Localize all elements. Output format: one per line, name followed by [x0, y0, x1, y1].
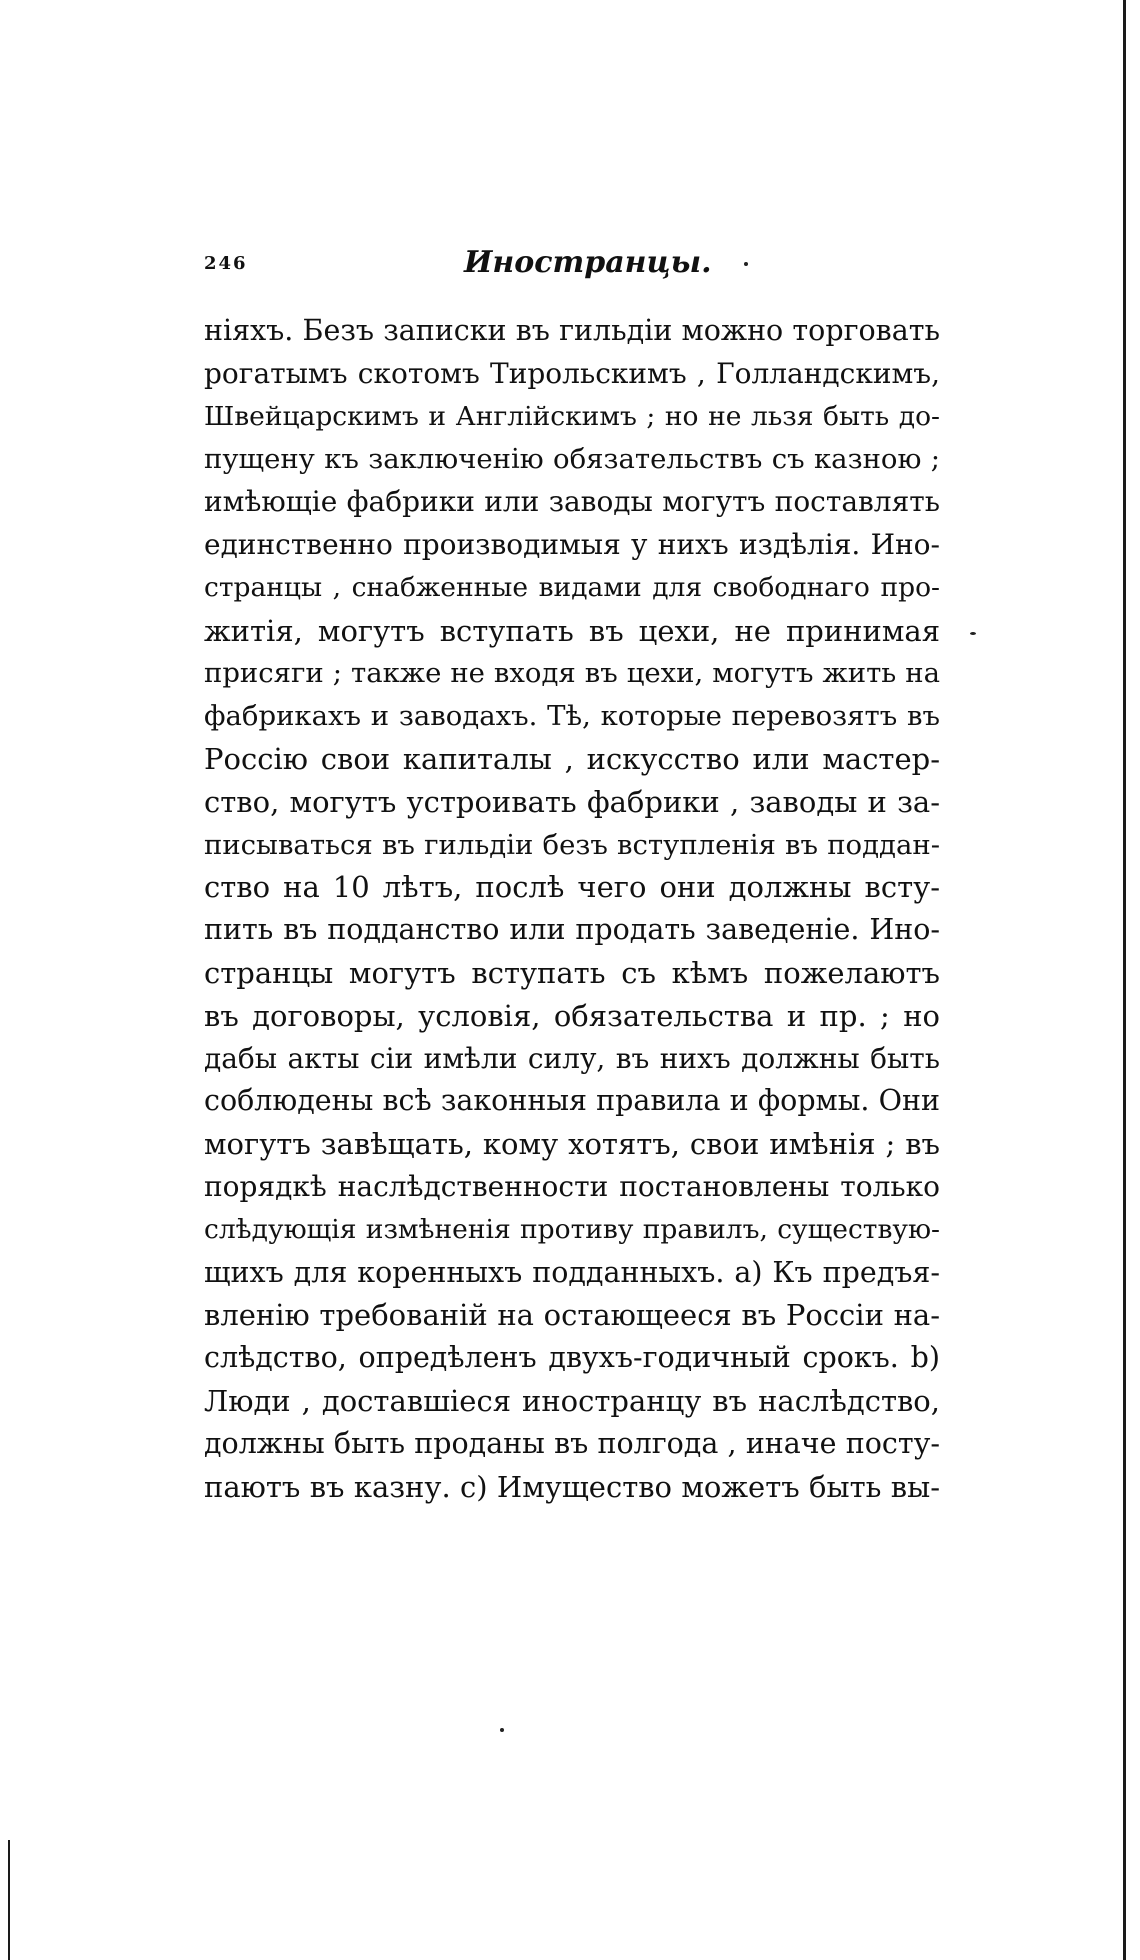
text-line: паютъ въ казну. c) Имущество можетъ быть вы-	[204, 1469, 940, 1504]
text-line: писываться въ гильдіи безъ вступленія въ поддан-	[204, 828, 940, 861]
text-line: имѣющіе фабрики или заводы могутъ поставлять	[204, 485, 940, 519]
page-number: 246	[204, 253, 248, 274]
text-line: пить въ подданство или продать заведеніе. Ино-	[204, 913, 940, 947]
text-line: должны быть проданы въ полгода , иначе посту-	[204, 1426, 940, 1460]
text-line: слѣдующія измѣненія противу правилъ, существую-	[204, 1213, 940, 1245]
scan-speck	[744, 262, 748, 266]
text-line: ніяхъ. Безъ записки въ гильдіи можно торговать	[204, 314, 940, 347]
text-line: Россію свои капиталы , искусство или мастер-	[204, 741, 940, 776]
text-line: пущену къ заключенію обязательствъ съ казною ;	[204, 443, 940, 476]
scan-speck	[500, 1728, 504, 1732]
scan-speck	[970, 632, 976, 635]
text-line: вленію требованій на остающееся въ Россіи на-	[204, 1298, 940, 1333]
text-line: въ договоры, условія, обязательства и пр. ; но	[204, 998, 940, 1033]
text-line: странцы могутъ вступать съ кѣмъ пожелаютъ	[204, 955, 940, 990]
body-text	[204, 310, 940, 1508]
page-edge-line	[1123, 0, 1126, 1960]
text-line: единственно производимыя у нихъ издѣлія. Ино-	[204, 527, 940, 561]
text-line: щихъ для коренныхъ подданныхъ. a) Къ предъя-	[204, 1255, 940, 1289]
text-line: Швейцарскимъ и Англійскимъ ; но не льзя быть до-	[204, 400, 940, 432]
text-line: соблюдены всѣ законныя правила и формы. Они	[204, 1084, 940, 1118]
text-line: ство на 10 лѣтъ, послѣ чего они должны всту-	[204, 870, 940, 905]
text-line: странцы , снабженные видами для свободнаго про-	[204, 571, 940, 603]
running-title: Иностранцы.	[464, 245, 712, 280]
text-line: Люди , доставшіеся иностранцу въ наслѣдство,	[204, 1383, 940, 1418]
page-header	[204, 245, 964, 285]
text-line: фабрикахъ и заводахъ. Тѣ, которые перевозятъ въ	[204, 700, 940, 733]
text-line: житія, могутъ вступать въ цехи, не принимая	[204, 613, 940, 648]
text-line: ство, могутъ устроивать фабрики , заводы и за-	[204, 784, 940, 819]
text-line: слѣдство, опредѣленъ двухъ-годичный срокъ. b)	[204, 1341, 940, 1375]
page-edge-line-left	[8, 1840, 10, 1960]
text-line: могутъ завѣщать, кому хотятъ, свои имѣнія ; въ	[204, 1127, 940, 1162]
text-line: рогатымъ скотомъ Тирольскимъ , Голландскимъ,	[204, 356, 940, 390]
text-line: дабы акты сіи имѣли силу, въ нихъ должны быть	[204, 1041, 940, 1075]
text-line: присяги ; также не входя въ цехи, могутъ жить на	[204, 657, 940, 690]
text-line: порядкѣ наслѣдственности постановлены только	[204, 1169, 940, 1203]
